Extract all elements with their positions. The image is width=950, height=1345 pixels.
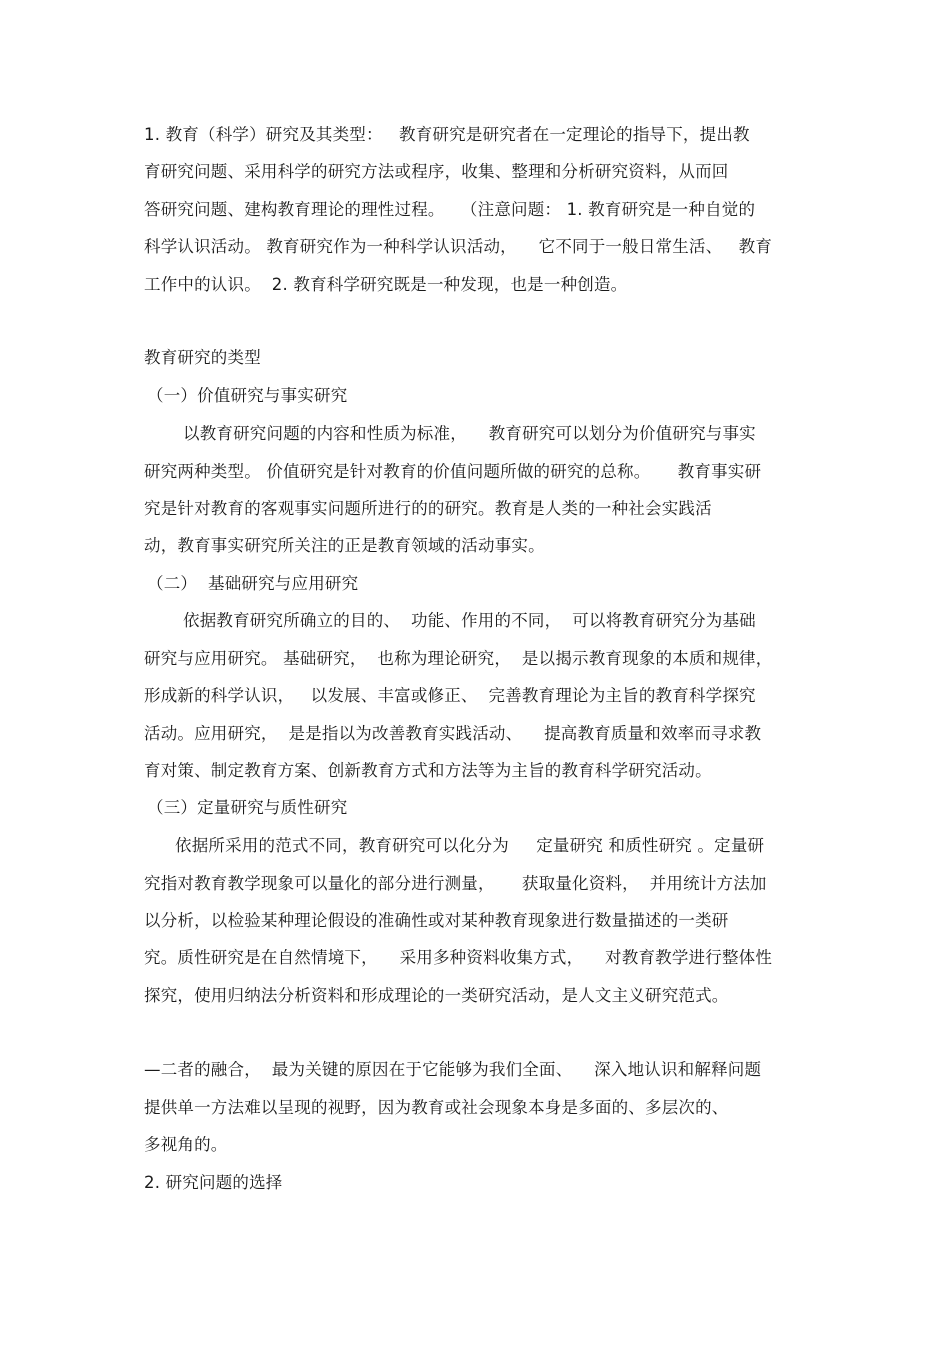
paragraph-line: 以分析，以检验某种理论假设的准确性或对某种教育现象进行数量描述的一类研 xyxy=(144,911,729,930)
paragraph-line: 工作中的认识。 2. 教育科学研究既是一种发现，也是一种创造。 xyxy=(144,275,628,294)
paragraph-line: 探究，使用归纳法分析资料和形成理论的一类研究活动，是人文主义研究范式。 xyxy=(144,986,729,1005)
paragraph-line: 依据教育研究所确立的目的、 功能、作用的不同， 可以将教育研究分为基础 xyxy=(183,611,756,630)
paragraph-line: 提供单一方法难以呈现的视野，因为教育或社会现象本身是多面的、多层次的、 xyxy=(144,1098,729,1117)
paragraph-line: 究是针对教育的客观事实问题所进行的的研究。教育是人类的一种社会实践活 xyxy=(144,499,712,518)
paragraph-line: 动，教育事实研究所关注的正是教育领域的活动事实。 xyxy=(144,536,545,555)
paragraph-line: 科学认识活动。 教育研究作为一种科学认识活动， 它不同于一般日常生活、 教育 xyxy=(144,237,773,256)
paragraph-line: 活动。应用研究， 是是指以为改善教育实践活动、 提高教育质量和效率而寻求教 xyxy=(144,724,762,743)
subsection-title: （三）定量研究与质性研究 xyxy=(147,798,348,817)
subsection-title: （二） 基础研究与应用研究 xyxy=(147,574,359,593)
paragraph-line: 多视角的。 xyxy=(144,1135,228,1154)
section-heading: 教育研究的类型 xyxy=(144,348,261,367)
paragraph-line: 育对策、制定教育方案、创新教育方式和方法等为主旨的教育科学研究活动。 xyxy=(144,761,712,780)
paragraph-line: 答研究问题、建构教育理论的理性过程。 （注意问题： 1. 教育研究是一种自觉的 xyxy=(144,200,756,219)
section-heading: 2. 研究问题的选择 xyxy=(144,1173,283,1192)
paragraph-line: 育研究问题、采用科学的研究方法或程序，收集、整理和分析研究资料，从而回 xyxy=(144,162,729,181)
paragraph-line: 究。质性研究是在自然情境下， 采用多种资料收集方式， 对教育教学进行整体性 xyxy=(144,948,773,967)
paragraph-line: 以教育研究问题的内容和性质为标准， 教育研究可以划分为价值研究与事实 xyxy=(183,424,756,443)
paragraph-line: 研究两种类型。 价值研究是针对教育的价值问题所做的研究的总称。 教育事实研 xyxy=(144,462,762,481)
subsection-title: （一）价值研究与事实研究 xyxy=(147,386,348,405)
paragraph-line: 依据所采用的范式不同，教育研究可以化分为 定量研究 和质性研究 。定量研 xyxy=(175,836,765,855)
paragraph-line: 究指对教育教学现象可以量化的部分进行测量， 获取量化资料， 并用统计方法加 xyxy=(144,874,767,893)
paragraph-line: 形成新的科学认识， 以发展、丰富或修正、 完善教育理论为主旨的教育科学探究 xyxy=(144,686,756,705)
paragraph-line: —二者的融合， 最为关键的原因在于它能够为我们全面、 深入地认识和解释问题 xyxy=(144,1060,762,1079)
paragraph-line: 1. 教育（科学）研究及其类型： 教育研究是研究者在一定理论的指导下，提出教 xyxy=(144,125,750,144)
paragraph-line: 研究与应用研究。 基础研究， 也称为理论研究， 是以揭示教育现象的本质和规律， xyxy=(144,649,773,668)
